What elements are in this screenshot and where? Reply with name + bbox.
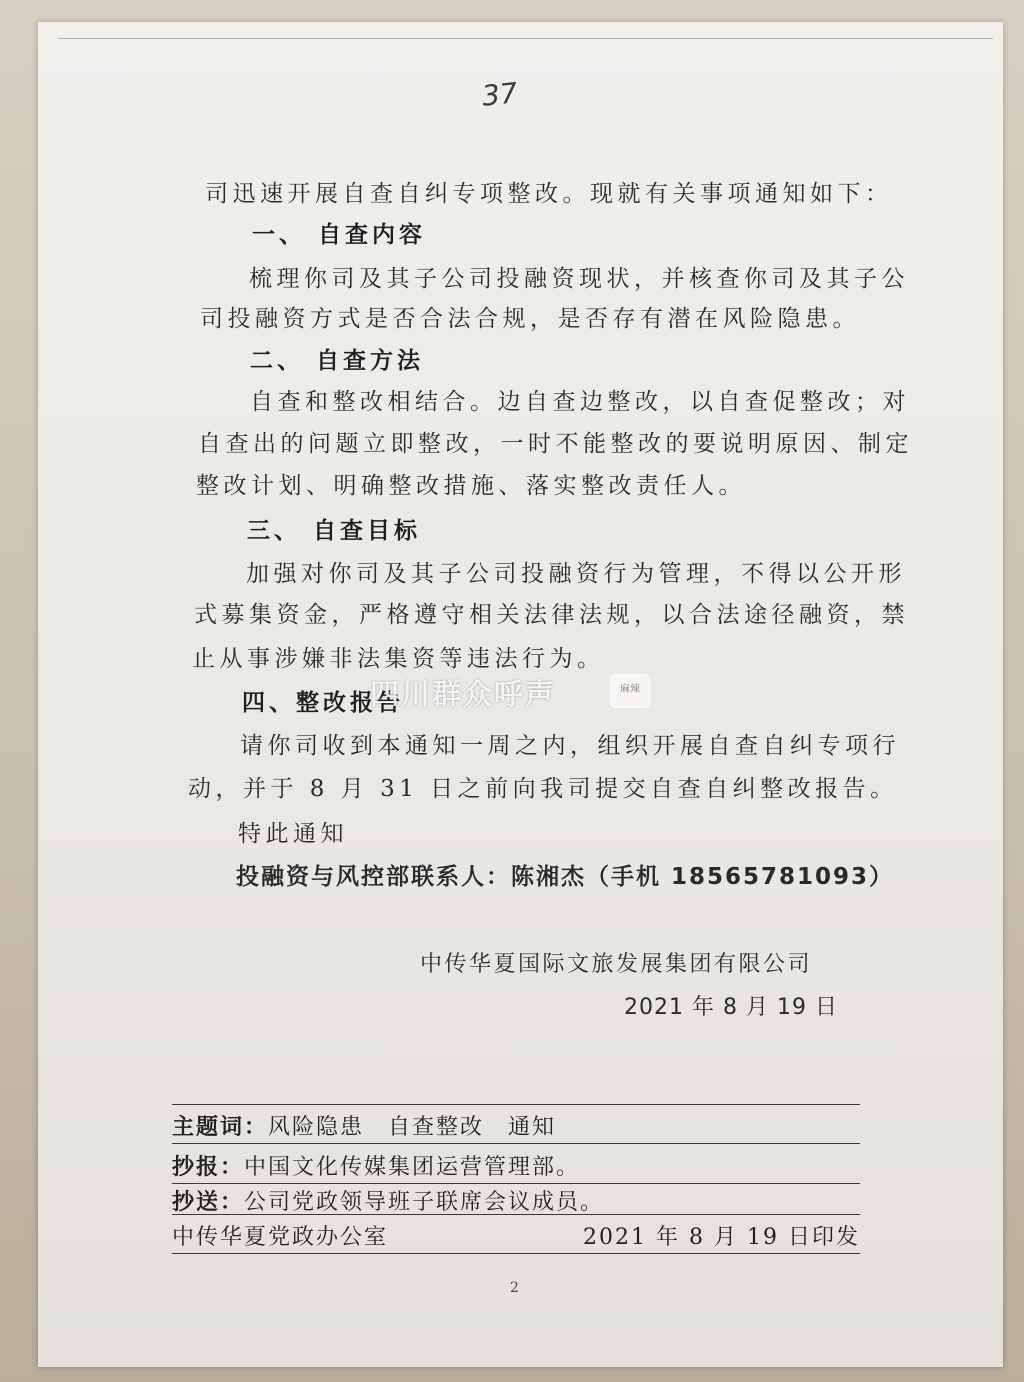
footer-report-row: [172, 1150, 860, 1181]
signature-date: 2021 年 8 月 19 日: [624, 995, 838, 1020]
section-2-line-3: 整改计划、明确整改措施、落实整改责任人。: [196, 473, 746, 499]
footer-rule-1: [172, 1143, 860, 1144]
section-3-line-2: 式募集资金，严格遵守相关法律法规，以合法途径融资，禁: [194, 602, 909, 628]
section-heading-content: 一、 自查内容: [252, 222, 427, 248]
footer-rule-3: [172, 1214, 860, 1215]
closing-text: 特此通知: [238, 821, 348, 847]
issue-date: 2021 年 8 月 19 日印发: [583, 1225, 860, 1250]
section-4-line-2: 动，并于 8 月 31 日之前向我司提交自查自纠整改报告。: [188, 776, 898, 802]
issuer: 中传华夏党政办公室: [172, 1225, 389, 1250]
section-4-line-1: 请你司收到本通知一周之内，组织开展自查自纠专项行: [240, 733, 900, 759]
watermark-logo: 麻辣: [610, 674, 650, 708]
section-2-line-2: 自查出的问题立即整改，一时不能整改的要说明原因、制定: [198, 431, 913, 457]
page-number: 2: [510, 1280, 519, 1296]
section-3-line-1: 加强对你司及其子公司投融资行为管理，不得以公开形: [246, 561, 906, 587]
handwritten-page-mark: 37: [480, 76, 520, 113]
keywords-value: 风险隐患 自查整改 通知: [268, 1115, 557, 1140]
report-label: 抄报：: [172, 1155, 245, 1180]
footer-issuer-row: [172, 1220, 860, 1251]
report-value: 中国文化传媒集团运营管理部。: [244, 1155, 581, 1180]
footer-rule-top: [172, 1104, 860, 1105]
cc-value: 公司党政领导班子联席会议成员。: [244, 1190, 605, 1215]
section-1-line-1: 梳理你司及其子公司投融资现状，并核查你司及其子公: [249, 266, 909, 292]
footer-cc-row: [172, 1185, 860, 1216]
section-heading-method: 二、 自查方法: [250, 348, 425, 374]
footer-keywords-row: [172, 1110, 860, 1141]
footer-rule-2: [172, 1183, 860, 1184]
section-heading-goal: 三、 自查目标: [247, 518, 422, 544]
section-1-line-2: 司投融资方式是否合法合规，是否存有潜在风险隐患。: [200, 306, 860, 332]
section-3-line-3: 止从事涉嫌非法集资等违法行为。: [192, 646, 605, 672]
signature-org: 中传华夏国际文旅发展集团有限公司: [420, 952, 813, 977]
watermark-text: 四川群众呼声: [370, 677, 557, 711]
cc-label: 抄送：: [172, 1190, 245, 1215]
footer-rule-bottom: [172, 1253, 860, 1254]
keywords-label: 主题词：: [172, 1115, 269, 1140]
section-2-line-1: 自查和整改相结合。边自查边整改，以自查促整改；对: [250, 389, 910, 415]
intro-line: 司迅速开展自查自纠专项整改。现就有关事项通知如下：: [205, 181, 893, 207]
contact-line: 投融资与风控部联系人：陈湘杰（手机 18565781093）: [236, 864, 895, 890]
page-top-edge: [58, 38, 993, 39]
section-heading-report: 四、整改报告: [242, 690, 404, 716]
